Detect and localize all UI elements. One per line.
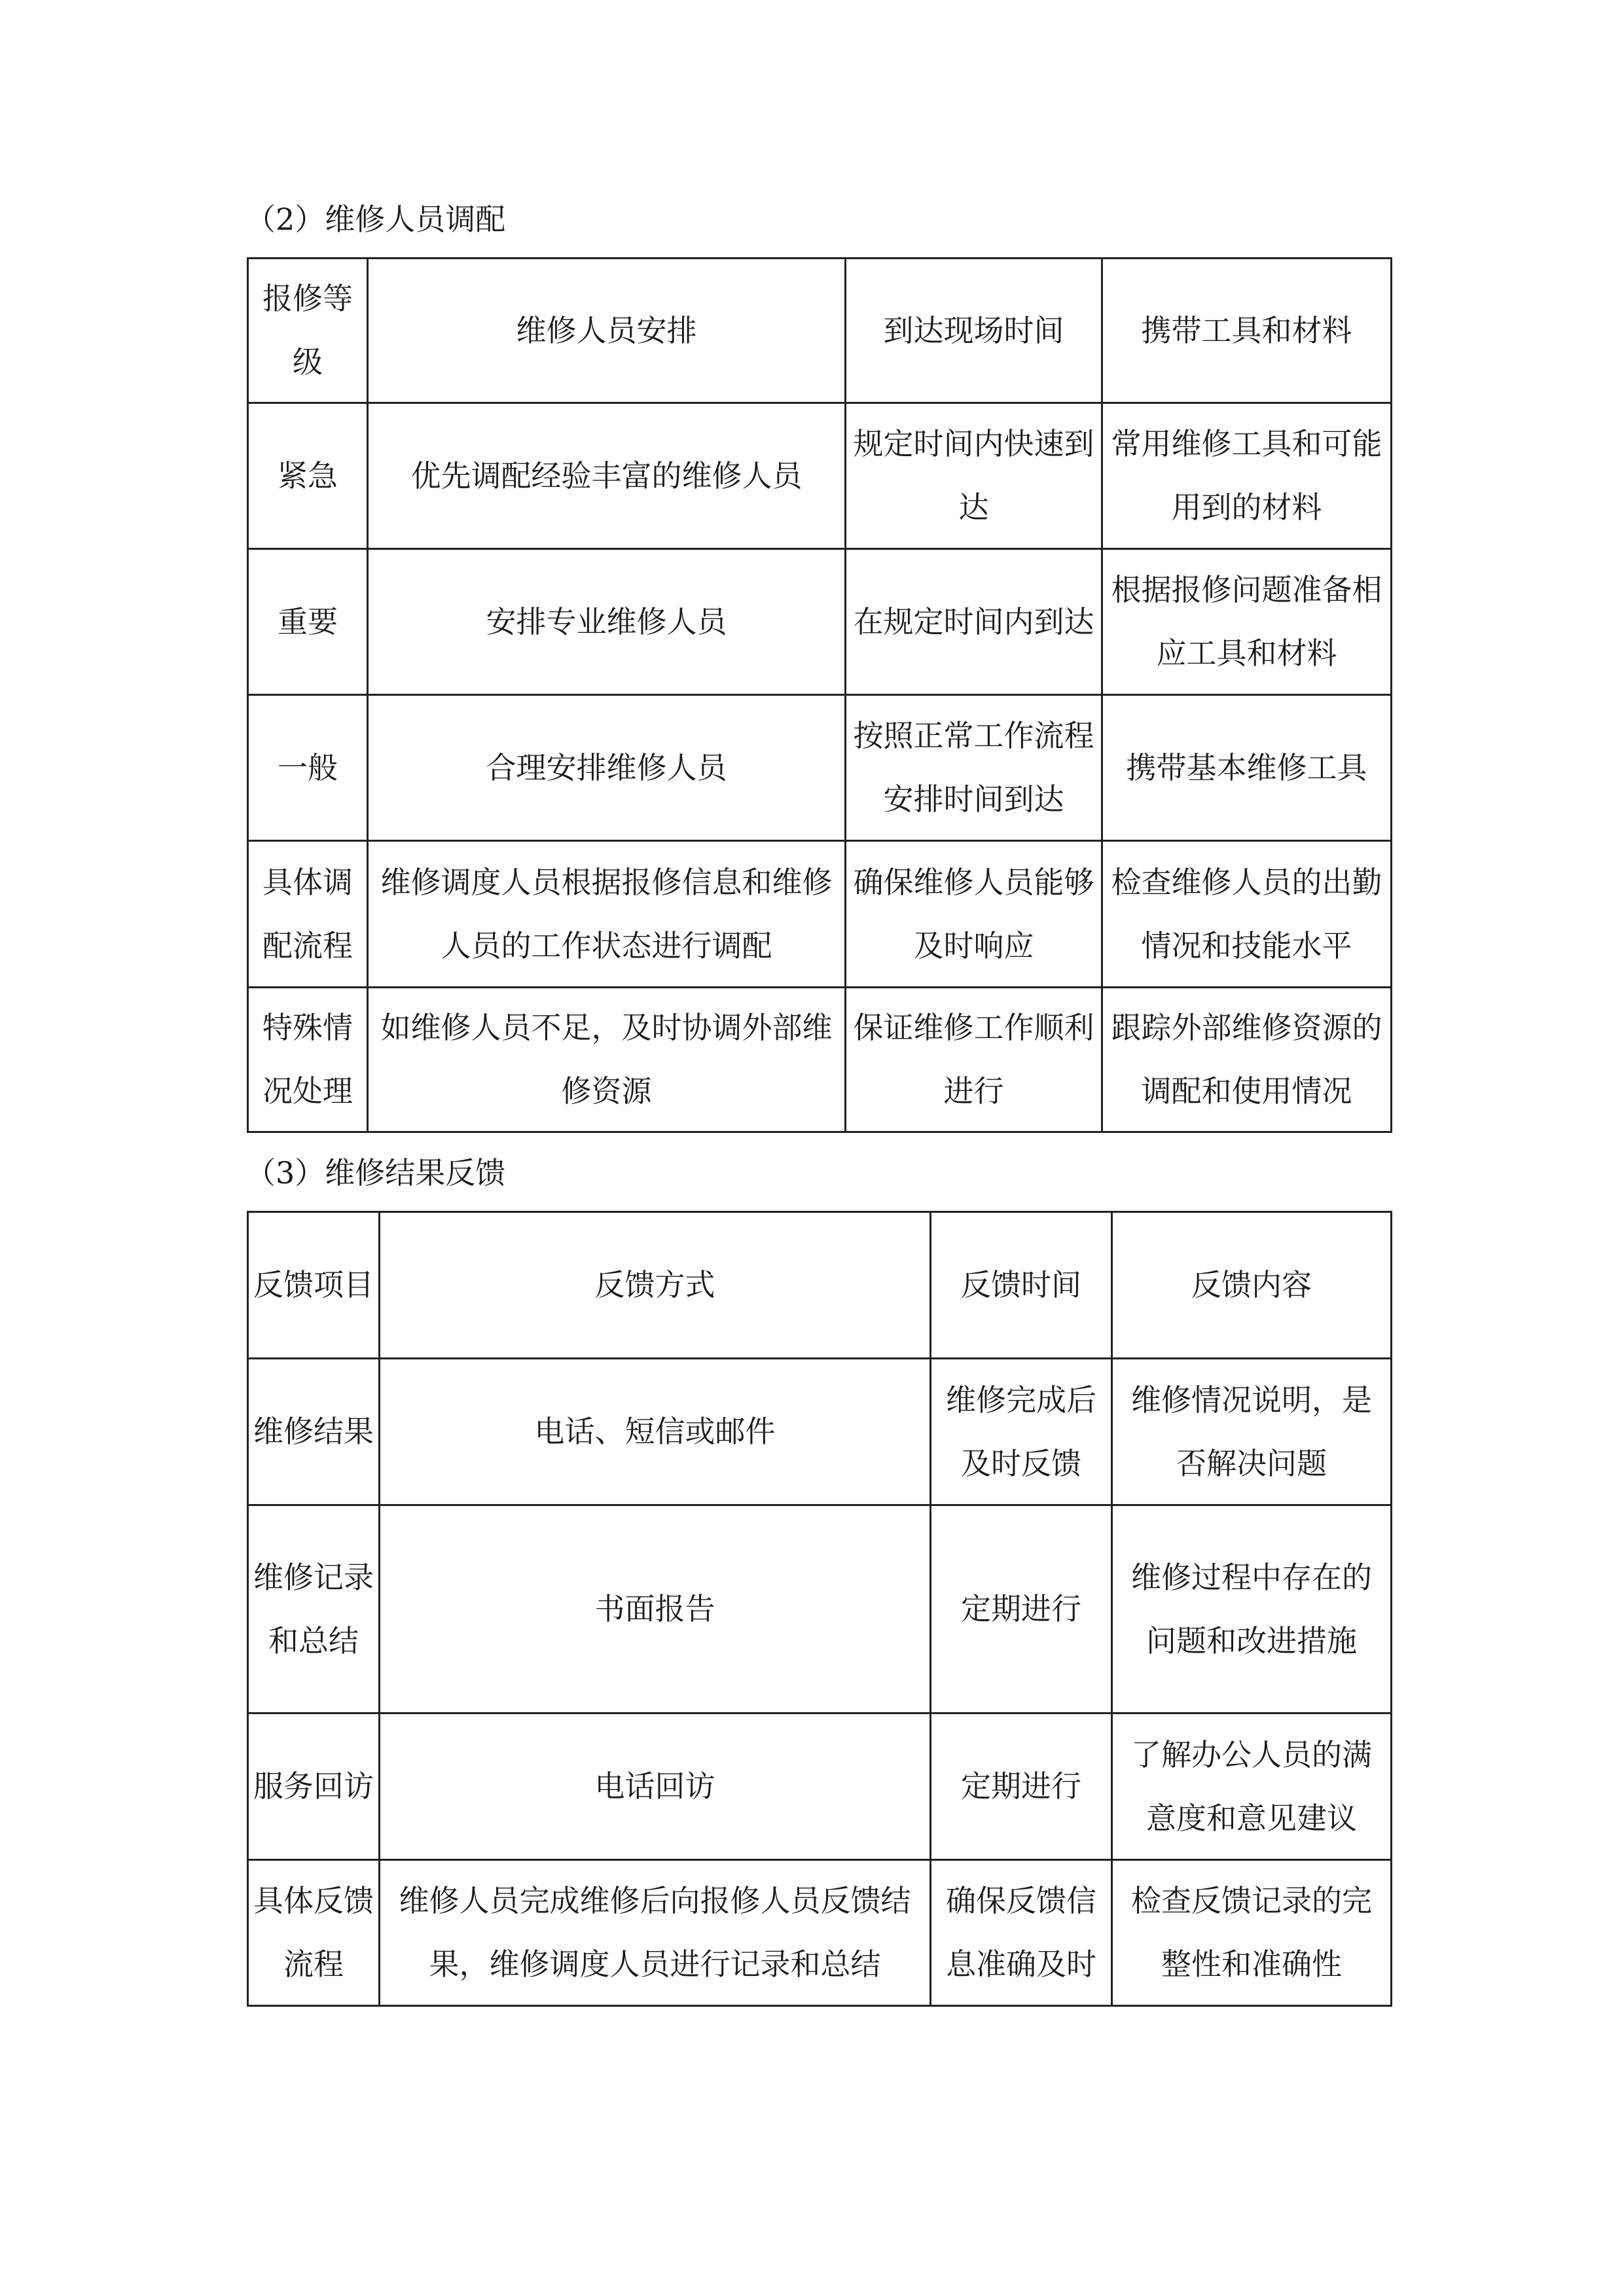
- table-cell: 确保维修人员能够及时响应: [846, 841, 1102, 988]
- table-cell: 定期进行: [931, 1713, 1112, 1860]
- header-cell: 反馈内容: [1112, 1212, 1392, 1359]
- table-cell: 了解办公人员的满意度和意见建议: [1112, 1713, 1392, 1860]
- table-cell: 紧急: [248, 403, 368, 549]
- table-cell: 重要: [248, 549, 368, 695]
- table-cell: 合理安排维修人员: [368, 695, 846, 841]
- table-cell: 服务回访: [248, 1713, 380, 1860]
- table-cell: 维修情况说明，是否解决问题: [1112, 1359, 1392, 1505]
- table-cell: 检查维修人员的出勤情况和技能水平: [1102, 841, 1392, 988]
- table-cell: 规定时间内快速到达: [846, 403, 1102, 549]
- table-row: [248, 549, 1392, 695]
- table-row: [248, 1505, 1392, 1713]
- table-cell: 维修结果: [248, 1359, 380, 1505]
- header-cell: 反馈方式: [380, 1212, 931, 1359]
- table-cell: 如维修人员不足，及时协调外部维修资源: [368, 988, 846, 1132]
- section-heading-result-feedback: （3）维修结果反馈: [245, 1155, 506, 1191]
- table-header-row: [248, 259, 1392, 403]
- table-cell: 电话、短信或邮件: [380, 1359, 931, 1505]
- header-cell: 反馈项目: [248, 1212, 380, 1359]
- table-cell: 一般: [248, 695, 368, 841]
- table-cell: 按照正常工作流程安排时间到达: [846, 695, 1102, 841]
- result-feedback-table: [247, 1211, 1392, 2007]
- table-cell: 检查反馈记录的完整性和准确性: [1112, 1860, 1392, 2006]
- table-cell: 携带基本维修工具: [1102, 695, 1392, 841]
- table-cell: 优先调配经验丰富的维修人员: [368, 403, 846, 549]
- staff-dispatch-table: [247, 257, 1392, 1133]
- table-cell: 定期进行: [931, 1505, 1112, 1713]
- table-cell: 书面报告: [380, 1505, 931, 1713]
- table-row: [248, 1359, 1392, 1505]
- table-cell: 维修记录和总结: [248, 1505, 380, 1713]
- table-header-row: [248, 1212, 1392, 1359]
- header-cell: 报修等级: [248, 259, 368, 403]
- table-cell: 在规定时间内到达: [846, 549, 1102, 695]
- table-cell: 维修人员完成维修后向报修人员反馈结果，维修调度人员进行记录和总结: [380, 1860, 931, 2006]
- table-cell: 根据报修问题准备相应工具和材料: [1102, 549, 1392, 695]
- header-cell: 到达现场时间: [846, 259, 1102, 403]
- table-row: [248, 1860, 1392, 2006]
- table-row: [248, 841, 1392, 988]
- table-cell: 维修完成后及时反馈: [931, 1359, 1112, 1505]
- table-cell: 电话回访: [380, 1713, 931, 1860]
- section-heading-staff-dispatch: （2）维修人员调配: [245, 202, 506, 237]
- table-cell: 保证维修工作顺利进行: [846, 988, 1102, 1132]
- header-cell: 维修人员安排: [368, 259, 846, 403]
- table-cell: 具体反馈流程: [248, 1860, 380, 2006]
- table-cell: 跟踪外部维修资源的调配和使用情况: [1102, 988, 1392, 1132]
- table-row: [248, 988, 1392, 1132]
- table-cell: 具体调配流程: [248, 841, 368, 988]
- table-cell: 常用维修工具和可能用到的材料: [1102, 403, 1392, 549]
- header-cell: 携带工具和材料: [1102, 259, 1392, 403]
- table-row: [248, 403, 1392, 549]
- table-cell: 维修调度人员根据报修信息和维修人员的工作状态进行调配: [368, 841, 846, 988]
- table-row: [248, 1713, 1392, 1860]
- table-cell: 安排专业维修人员: [368, 549, 846, 695]
- table-cell: 维修过程中存在的问题和改进措施: [1112, 1505, 1392, 1713]
- table-cell: 确保反馈信息准确及时: [931, 1860, 1112, 2006]
- table-cell: 特殊情况处理: [248, 988, 368, 1132]
- header-cell: 反馈时间: [931, 1212, 1112, 1359]
- table-row: [248, 695, 1392, 841]
